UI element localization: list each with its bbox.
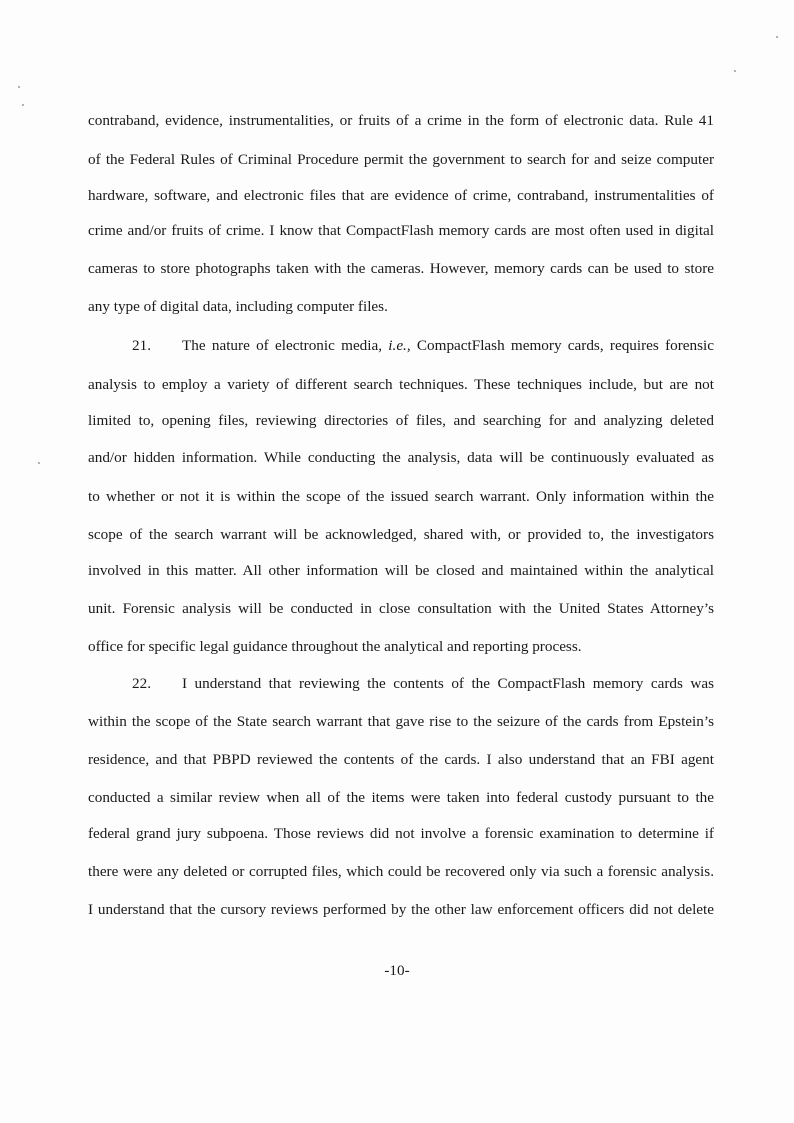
scan-speck <box>38 462 40 464</box>
body-line: limited to, opening files, reviewing directories of files, and searching for and analyzing deleted <box>88 412 714 429</box>
page-number: -10- <box>384 962 410 979</box>
body-line: unit. Forensic analysis will be conducted in close consultation with the United States Attorney’s <box>88 600 714 617</box>
body-line: office for specific legal guidance throughout the analytical and reporting process. <box>88 638 582 655</box>
scan-speck <box>22 104 24 106</box>
body-line: residence, and that PBPD reviewed the contents of the cards. I also understand that an FBI agent <box>88 751 714 768</box>
body-line: there were any deleted or corrupted files, which could be recovered only via such a forensic analysis. <box>88 863 714 880</box>
body-line: I understand that the cursory reviews performed by the other law enforcement officers did not delete <box>88 901 714 918</box>
body-line: and/or hidden information. While conducting the analysis, data will be continuously evaluated as <box>88 449 714 466</box>
body-line: any type of digital data, including computer files. <box>88 298 388 315</box>
paragraph-number: 22. <box>132 675 151 692</box>
body-line: hardware, software, and electronic files that are evidence of crime, contraband, instrumentalities of <box>88 187 714 204</box>
text-run: , CompactFlash memory cards, requires forensic <box>406 337 714 354</box>
body-line: within the scope of the State search warrant that gave rise to the seizure of the cards from Epstein’s <box>88 713 714 730</box>
text-run: The nature of electronic media, <box>182 337 389 354</box>
body-line: analysis to employ a variety of different search techniques. These techniques include, but are not <box>88 376 714 393</box>
paragraph-first-line <box>182 336 714 356</box>
body-line: to whether or not it is within the scope of the issued search warrant. Only information within the <box>88 488 714 505</box>
body-line: scope of the search warrant will be acknowledged, shared with, or provided to, the investigators <box>88 526 714 543</box>
body-line: conducted a similar review when all of the items were taken into federal custody pursuant to the <box>88 789 714 806</box>
body-line: involved in this matter. All other information will be closed and maintained within the analytical <box>88 562 714 579</box>
body-line: federal grand jury subpoena. Those reviews did not involve a forensic examination to determine if <box>88 825 714 842</box>
scan-speck <box>734 70 736 72</box>
paragraph-number: 21. <box>132 337 151 354</box>
paragraph-first-line: I understand that reviewing the contents of the CompactFlash memory cards was <box>182 675 714 692</box>
body-line: crime and/or fruits of crime. I know that CompactFlash memory cards are most often used in digital <box>88 222 714 239</box>
scan-speck <box>18 86 20 88</box>
italic-abbreviation: i.e. <box>388 337 407 354</box>
body-line: contraband, evidence, instrumentalities, or fruits of a crime in the form of electronic data. Rule 41 <box>88 112 714 129</box>
body-line: of the Federal Rules of Criminal Procedure permit the government to search for and seize computer <box>88 151 714 168</box>
body-line: cameras to store photographs taken with the cameras. However, memory cards can be used to store <box>88 260 714 277</box>
scan-speck <box>776 36 778 38</box>
